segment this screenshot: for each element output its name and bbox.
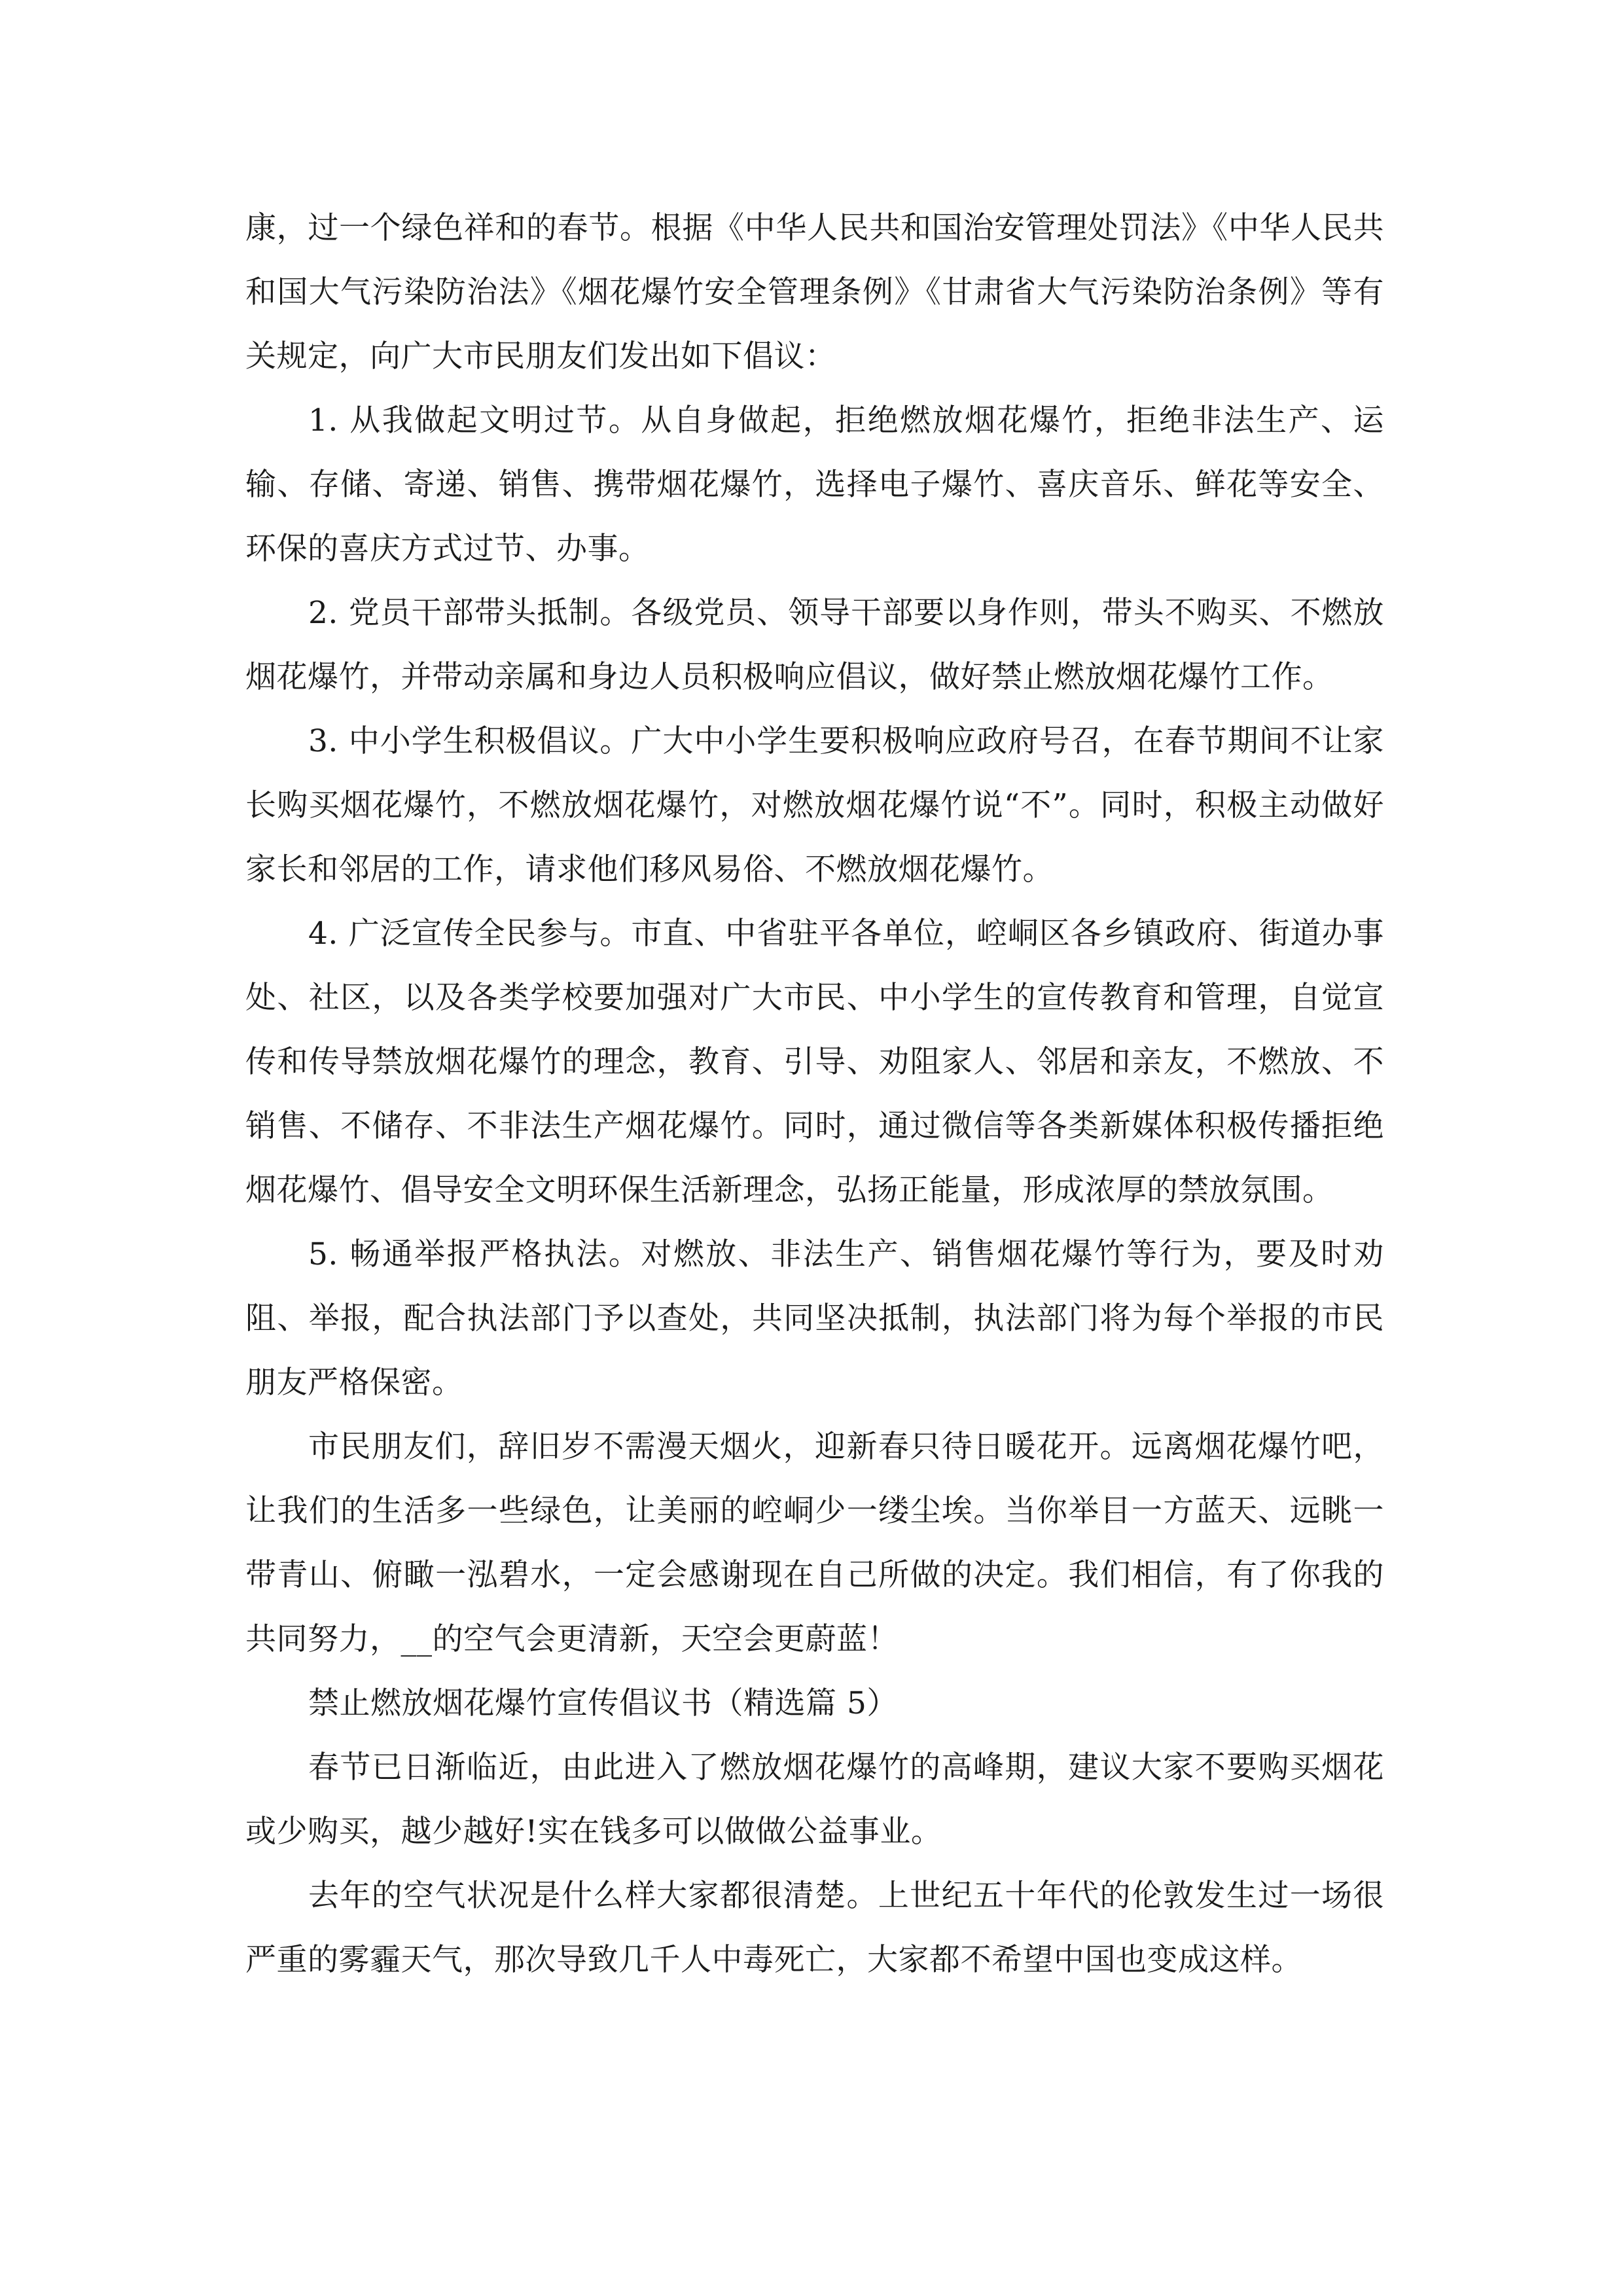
paragraph-section5-1: 春节已日渐临近，由此进入了燃放烟花爆竹的高峰期，建议大家不要购买烟花或少购买，越少越好!实在钱多可以做做公益事业。 <box>245 1749 1384 1850</box>
paragraph-intro-continuation: 康，过一个绿色祥和的春节。根据《中华人民共和国治安管理处罚法》《中华人民共和国大气污染防治法》《烟花爆竹安全管理条例》《甘肃省大气污染防治条例》等有关规定，向广大市民朋友们发出如下倡议： <box>245 210 1384 374</box>
document-body <box>245 196 1384 1992</box>
paragraph-closing: 市民朋友们，辞旧岁不需漫天烟火，迎新春只待日暖花开。远离烟花爆竹吧，让我们的生活多一些绿色，让美丽的崆峒少一缕尘埃。当你举目一方蓝天、远眺一带青山、俯瞰一泓碧水，一定会感谢现在自己所做的决定。我们相信，有了你我的共同努力，__的空气会更清新，天空会更蔚蓝！ <box>245 1429 1384 1657</box>
section-heading: 禁止燃放烟花爆竹宣传倡议书（精选篇 5） <box>308 1685 898 1721</box>
paragraph-item-2: 2. 党员干部带头抵制。各级党员、领导干部要以身作则，带头不购买、不燃放烟花爆竹，并带动亲属和身边人员积极响应倡议，做好禁止燃放烟花爆竹工作。 <box>245 595 1384 695</box>
paragraph-item-3: 3. 中小学生积极倡议。广大中小学生要积极响应政府号召，在春节期间不让家长购买烟花爆竹，不燃放烟花爆竹，对燃放烟花爆竹说“不”。同时，积极主动做好家长和邻居的工作，请求他们移风易俗、不燃放烟花爆竹。 <box>245 723 1384 888</box>
paragraph-section5-2: 去年的空气状况是什么样大家都很清楚。上世纪五十年代的伦敦发生过一场很严重的雾霾天气，那次导致几千人中毒死亡，大家都不希望中国也变成这样。 <box>245 1878 1384 1978</box>
paragraph-item-1: 1. 从我做起文明过节。从自身做起，拒绝燃放烟花爆竹，拒绝非法生产、运输、存储、寄递、销售、携带烟花爆竹，选择电子爆竹、喜庆音乐、鲜花等安全、环保的喜庆方式过节、办事。 <box>245 403 1384 567</box>
paragraph-item-4: 4. 广泛宣传全民参与。市直、中省驻平各单位，崆峒区各乡镇政府、街道办事处、社区，以及各类学校要加强对广大市民、中小学生的宣传教育和管理，自觉宣传和传导禁放烟花爆竹的理念，教育、引导、劝阻家人、邻居和亲友，不燃放、不销售、不储存、不非法生产烟花爆竹。同时，通过微信等各类新媒体积极传播拒绝烟花爆竹、倡导安全文明环保生活新理念，弘扬正能量，形成浓厚的禁放氛围。 <box>245 916 1384 1208</box>
paragraph-item-5: 5. 畅通举报严格执法。对燃放、非法生产、销售烟花爆竹等行为，要及时劝阻、举报，配合执法部门予以查处，共同坚决抵制，执法部门将为每个举报的市民朋友严格保密。 <box>245 1236 1384 1401</box>
